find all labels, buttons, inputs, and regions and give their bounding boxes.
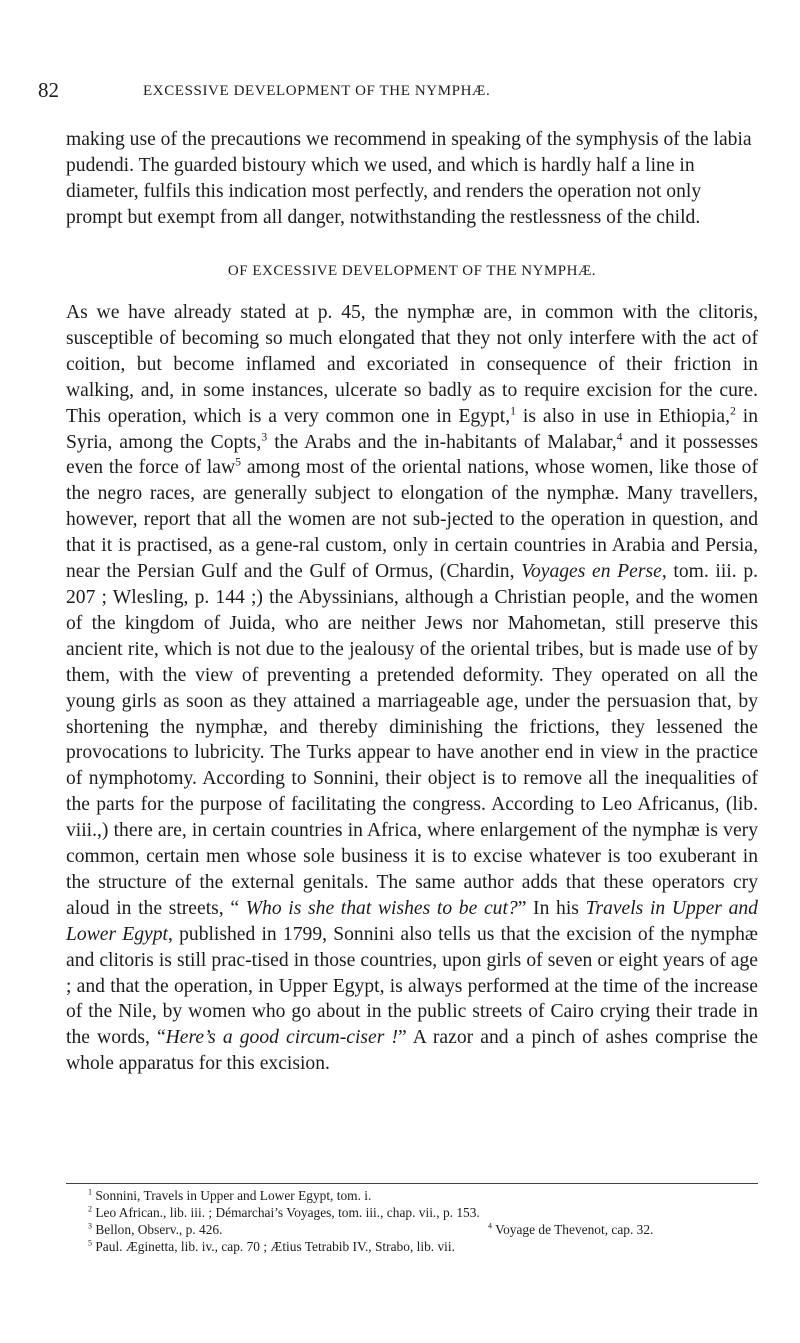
italic-title: Travels in Upper and Lower Egypt	[66, 897, 758, 945]
footnote-text: Voyage de Thevenot, cap. 32.	[492, 1222, 654, 1237]
section-body	[66, 300, 758, 1077]
intro-paragraph-text: making use of the precautions we recommend in speaking of the symphysis of the labia pudendi. The guarded bistoury which we used, and which is hardly half a line in diameter, fulfils this indication most perfectly, and renders the operation not only prompt but exempt from all danger, notwithstanding the restlessness of the child.	[66, 129, 752, 228]
running-title: EXCESSIVE DEVELOPMENT OF THE NYMPHÆ.	[143, 83, 491, 99]
text-run: , published in 1799, Sonnini also tells us that the excision of the nymphæ and clitoris is still prac-tised in those countries, upon girls of seven or eight years of age ; and that the operation, in Upper Egypt, is always performed at the time of the increase of the Nile, by women who go about in the public streets of Cairo crying their trade in the words, “	[66, 923, 758, 1049]
section-paragraph	[66, 300, 758, 1077]
footnote-number: 1	[88, 1187, 93, 1197]
footnote-number: 3	[88, 1221, 93, 1231]
text-run: ” In his	[517, 897, 586, 919]
italic-quote: Here’s a good circum-ciser !	[165, 1027, 398, 1049]
footnote-text: Bellon, Observ., p. 426.	[92, 1222, 223, 1237]
footnote-5	[88, 1238, 768, 1255]
running-head	[38, 78, 768, 102]
footnote-2	[88, 1204, 768, 1221]
footnote-text: Paul. Æginetta, lib. iv., cap. 70 ; Ætius Tetrabib IV., Strabo, lib. vii.	[92, 1239, 455, 1254]
footnote-3	[88, 1222, 222, 1237]
intro-paragraph	[66, 127, 758, 231]
footnote-number: 4	[488, 1221, 493, 1231]
footnote-row-3-4	[88, 1221, 768, 1238]
footnote-ref: 1	[510, 404, 517, 418]
section-heading: OF EXCESSIVE DEVELOPMENT OF THE NYMPHÆ.	[227, 263, 597, 279]
footnote-ref: 4	[616, 430, 623, 443]
text-run: among most of the oriental nations, whose women, like those of the negro races, are generally subject to elongation of the nymphæ. Many travellers, however, report that all the women are not sub-jected to the operation in question, and that it is practised, as a gene-ral custom, only in certain countries in Arabia and Persia, near the Persian Gulf and the Gulf of Ormus, (Chardin,	[66, 457, 758, 583]
footnote-text: Sonnini, Travels in Upper and Lower Egypt, tom. i.	[92, 1188, 372, 1203]
text-run: As we have already stated at p. 45, the nymphæ are, in common with the clitoris, susceptible of becoming so much elongated that they not only interfere with the act of coition, but become inflamed and excoriated in consequence of their friction in walking, and, in some instances, ulcerate so badly as to require excision for the cure. This operation, which is a very common one in Egypt,	[66, 302, 758, 427]
footnote-text: Leo African., lib. iii. ; Démarchai’s Voyages, tom. iii., chap. vii., p. 153.	[92, 1205, 480, 1220]
text-run: , tom. iii. p. 207 ; Wlesling, p. 144 ;) the Abyssinians, although a Christian people, and the women of the kingdom of Juida, who are neither Jews nor Mahometan, still preserve this ancient rite, which is not due to the jealousy of the oriental tribes, but is made use of by them, with the view of preventing a pretended deformity. They operated on all the young girls as soon as they attained a marriageable age, under the persuasion that, by shortening the nymphæ, and thereby diminishing the frictions, they lessened the provocations to lubricity. The Turks appear to have another end in view in the practice of nymphotomy. According to Sonnini, their object is to remove all the inequalities of the parts for the purpose of facilitating the congress. According to Leo Africanus, (lib. viii.,) there are, in certain countries in Africa, where enlargement of the nymphæ is very common, certain men whose sole business it is to excise whatever is too exuberant in the structure of the external genitals. The same author adds that these operators cry aloud in the streets, “	[66, 561, 759, 919]
italic-quote: Who is she that wishes to be cut?	[245, 897, 518, 919]
footnote-number: 2	[88, 1204, 93, 1214]
footnote-ref: 2	[729, 404, 736, 418]
footnote-number: 5	[88, 1238, 93, 1248]
footnote-1	[88, 1187, 768, 1204]
page-number: 82	[38, 78, 59, 102]
footnote-ref: 3	[261, 430, 268, 443]
text-run: is also in use in Ethiopia,	[516, 405, 730, 427]
text-run: in Syria, among the Copts,	[66, 405, 758, 453]
footnote-ref: 5	[235, 455, 242, 469]
text-run: ” A razor and a pinch of ashes comprise the whole apparatus for this excision.	[66, 1027, 758, 1075]
text-run: and it possesses even the force of law	[66, 431, 758, 479]
footnotes	[88, 1187, 768, 1255]
italic-title: Voyages en Perse	[521, 561, 662, 583]
text-run: the Arabs and the in-habitants of Malabar,	[267, 431, 617, 453]
footnote-4	[488, 1221, 653, 1238]
footnote-rule	[66, 1183, 758, 1184]
